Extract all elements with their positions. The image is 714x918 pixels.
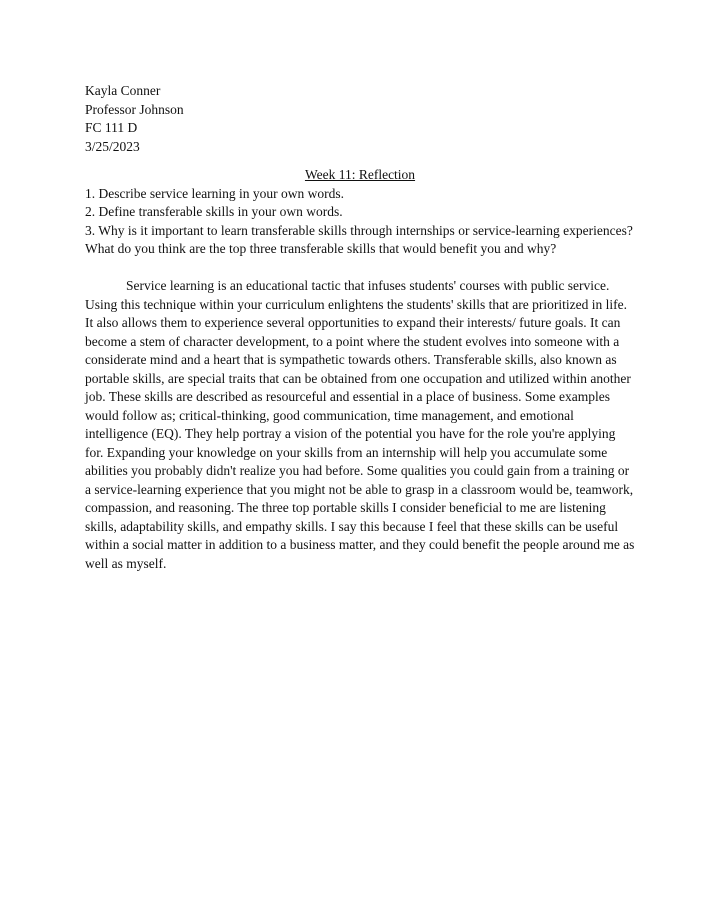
professor-name: Professor Johnson xyxy=(85,101,184,117)
course-code: FC 111 D xyxy=(85,120,138,135)
reflection-paragraph: Service learning is an educational tactic that infuses students' courses with public service. Using this technique within your curriculum enlightens the students' skills that are prioritized in life. It also allows them to experience several opportunities to expand their interests/ future goals. It can become a stem of character development, to a point where the student evolves into someone with a considerate mind and a heart that is sympathetic towards others. Transferable skills, also known as portable skills, are special traits that can be obtained from one occupation and utilized within another job. These skills are described as resourceful and essential in a place of business. Some examples would follow as; critical-thinking, good communication, time management, and emotional intelligence (EQ). They help portray a vision of the potential you have for the role you're applying for. Expanding your knowledge on your skills from an internship will help you accumulate some abilities you probably didn't realize you had before. Some qualities you could gain from a training or a service-learning experience that you might not be able to grasp in a classroom would be, teamwork, compassion, and reasoning. The three top portable skills I consider beneficial to me are listening skills, adaptability skills, and empathy skills. I say this because I feel that these skills can be useful within a social matter in addition to a business matter, and they could benefit the people around me as well as myself. xyxy=(85,278,635,571)
question-2: 2. Define transferable skills in your own words. xyxy=(85,204,343,219)
document-content xyxy=(85,82,635,573)
student-name: Kayla Conner xyxy=(85,83,161,98)
document-title: Week 11: Reflection xyxy=(304,167,416,182)
question-1: 1. Describe service learning in your own words. xyxy=(85,185,345,201)
question-3: 3. Why is it important to learn transferable skills through internships or service-learning experiences? What do you think are the top three transferable skills that would benefit you and why? xyxy=(85,222,633,256)
document-date: 3/25/2023 xyxy=(85,138,140,154)
